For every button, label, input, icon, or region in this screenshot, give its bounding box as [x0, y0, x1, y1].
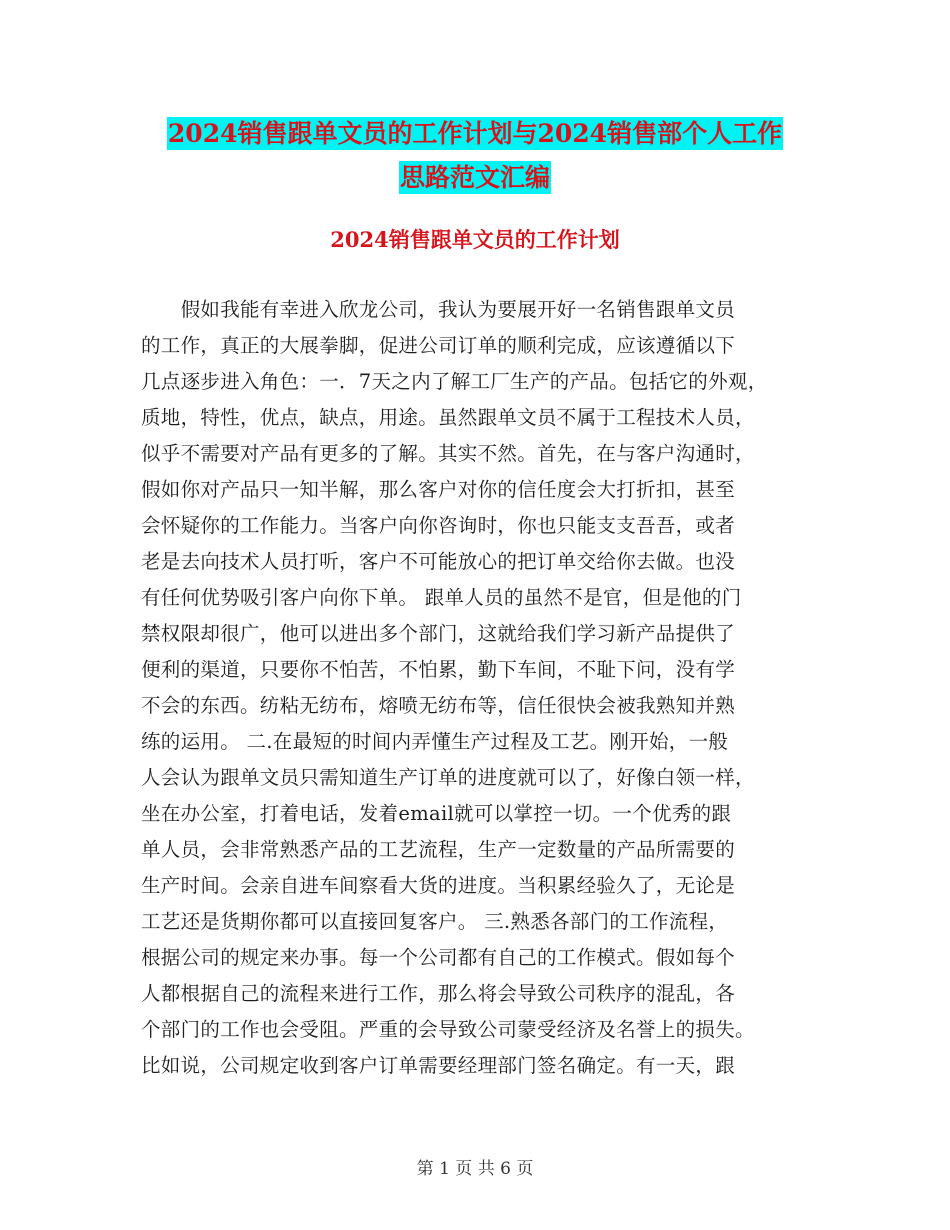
- body-line: 练的运用。 二.在最短的时间内弄懂生产过程及工艺。刚开始，一般: [141, 730, 729, 753]
- body-line: 人会认为跟单文员只需知道生产订单的进度就可以了，好像白领一样，: [141, 766, 755, 789]
- body-line: 比如说，公司规定收到客户订单需要经理部门签名确定。有一天，跟: [141, 1054, 736, 1077]
- body-line: 老是去向技术人员打听，客户不可能放心的把订单交给你去做。也没: [141, 550, 736, 573]
- body-line: 坐在办公室，打着电话，发着email就可以掌控一切。一个优秀的跟: [141, 802, 732, 825]
- body-line: 生产时间。会亲自进车间察看大货的进度。当积累经验久了，无论是: [141, 874, 736, 897]
- document-title-continued: [0, 158, 950, 194]
- body-line: 几点逐步进入角色：一．7天之内了解工厂生产的产品。包括它的外观，: [141, 370, 768, 393]
- body-line: 根据公司的规定来办事。每一个公司都有自己的工作模式。假如每个: [141, 946, 736, 969]
- body-line: 假如我能有幸进入欣龙公司，我认为要展开好一名销售跟单文员: [141, 298, 736, 321]
- body-line: 假如你对产品只一知半解，那么客户对你的信任度会大打折扣，甚至: [141, 478, 736, 501]
- document-title-line-2: 思路范文汇编: [399, 163, 550, 192]
- body-line: 似乎不需要对产品有更多的了解。其实不然。首先，在与客户沟通时，: [141, 442, 755, 465]
- body-line: 人都根据自己的流程来进行工作，那么将会导致公司秩序的混乱，各: [141, 982, 736, 1005]
- document-title: [0, 114, 950, 150]
- document-title-line-1: 2024销售跟单文员的工作计划与2024销售部个人工作: [167, 119, 783, 148]
- body-line: 会怀疑你的工作能力。当客户向你咨询时，你也只能支支吾吾，或者: [141, 514, 736, 537]
- section-title: 2024销售跟单文员的工作计划: [330, 227, 620, 252]
- body-line: 质地，特性，优点，缺点，用途。虽然跟单文员不属于工程技术人员，: [141, 406, 755, 429]
- body-line: 禁权限却很广，他可以进出多个部门，这就给我们学习新产品提供了: [141, 622, 736, 645]
- body-line: 的工作，真正的大展拳脚，促进公司订单的顺利完成，应该遵循以下: [141, 334, 736, 357]
- body-line: 便利的渠道，只要你不怕苦，不怕累，勤下车间，不耻下问，没有学: [141, 658, 736, 681]
- body-line: 单人员，会非常熟悉产品的工艺流程，生产一定数量的产品所需要的: [141, 838, 736, 861]
- page-number-footer: 第 1 页 共 6 页: [416, 1159, 534, 1179]
- body-line: 个部门的工作也会受阻。严重的会导致公司蒙受经济及名誉上的损失。: [141, 1018, 755, 1041]
- body-line: 工艺还是货期你都可以直接回复客户。 三.熟悉各部门的工作流程，: [141, 910, 729, 933]
- body-line: 有任何优势吸引客户向你下单。 跟单人员的虽然不是官，但是他的门: [141, 586, 742, 609]
- body-line: 不会的东西。纺粘无纺布，熔喷无纺布等，信任很快会被我熟知并熟: [141, 694, 736, 717]
